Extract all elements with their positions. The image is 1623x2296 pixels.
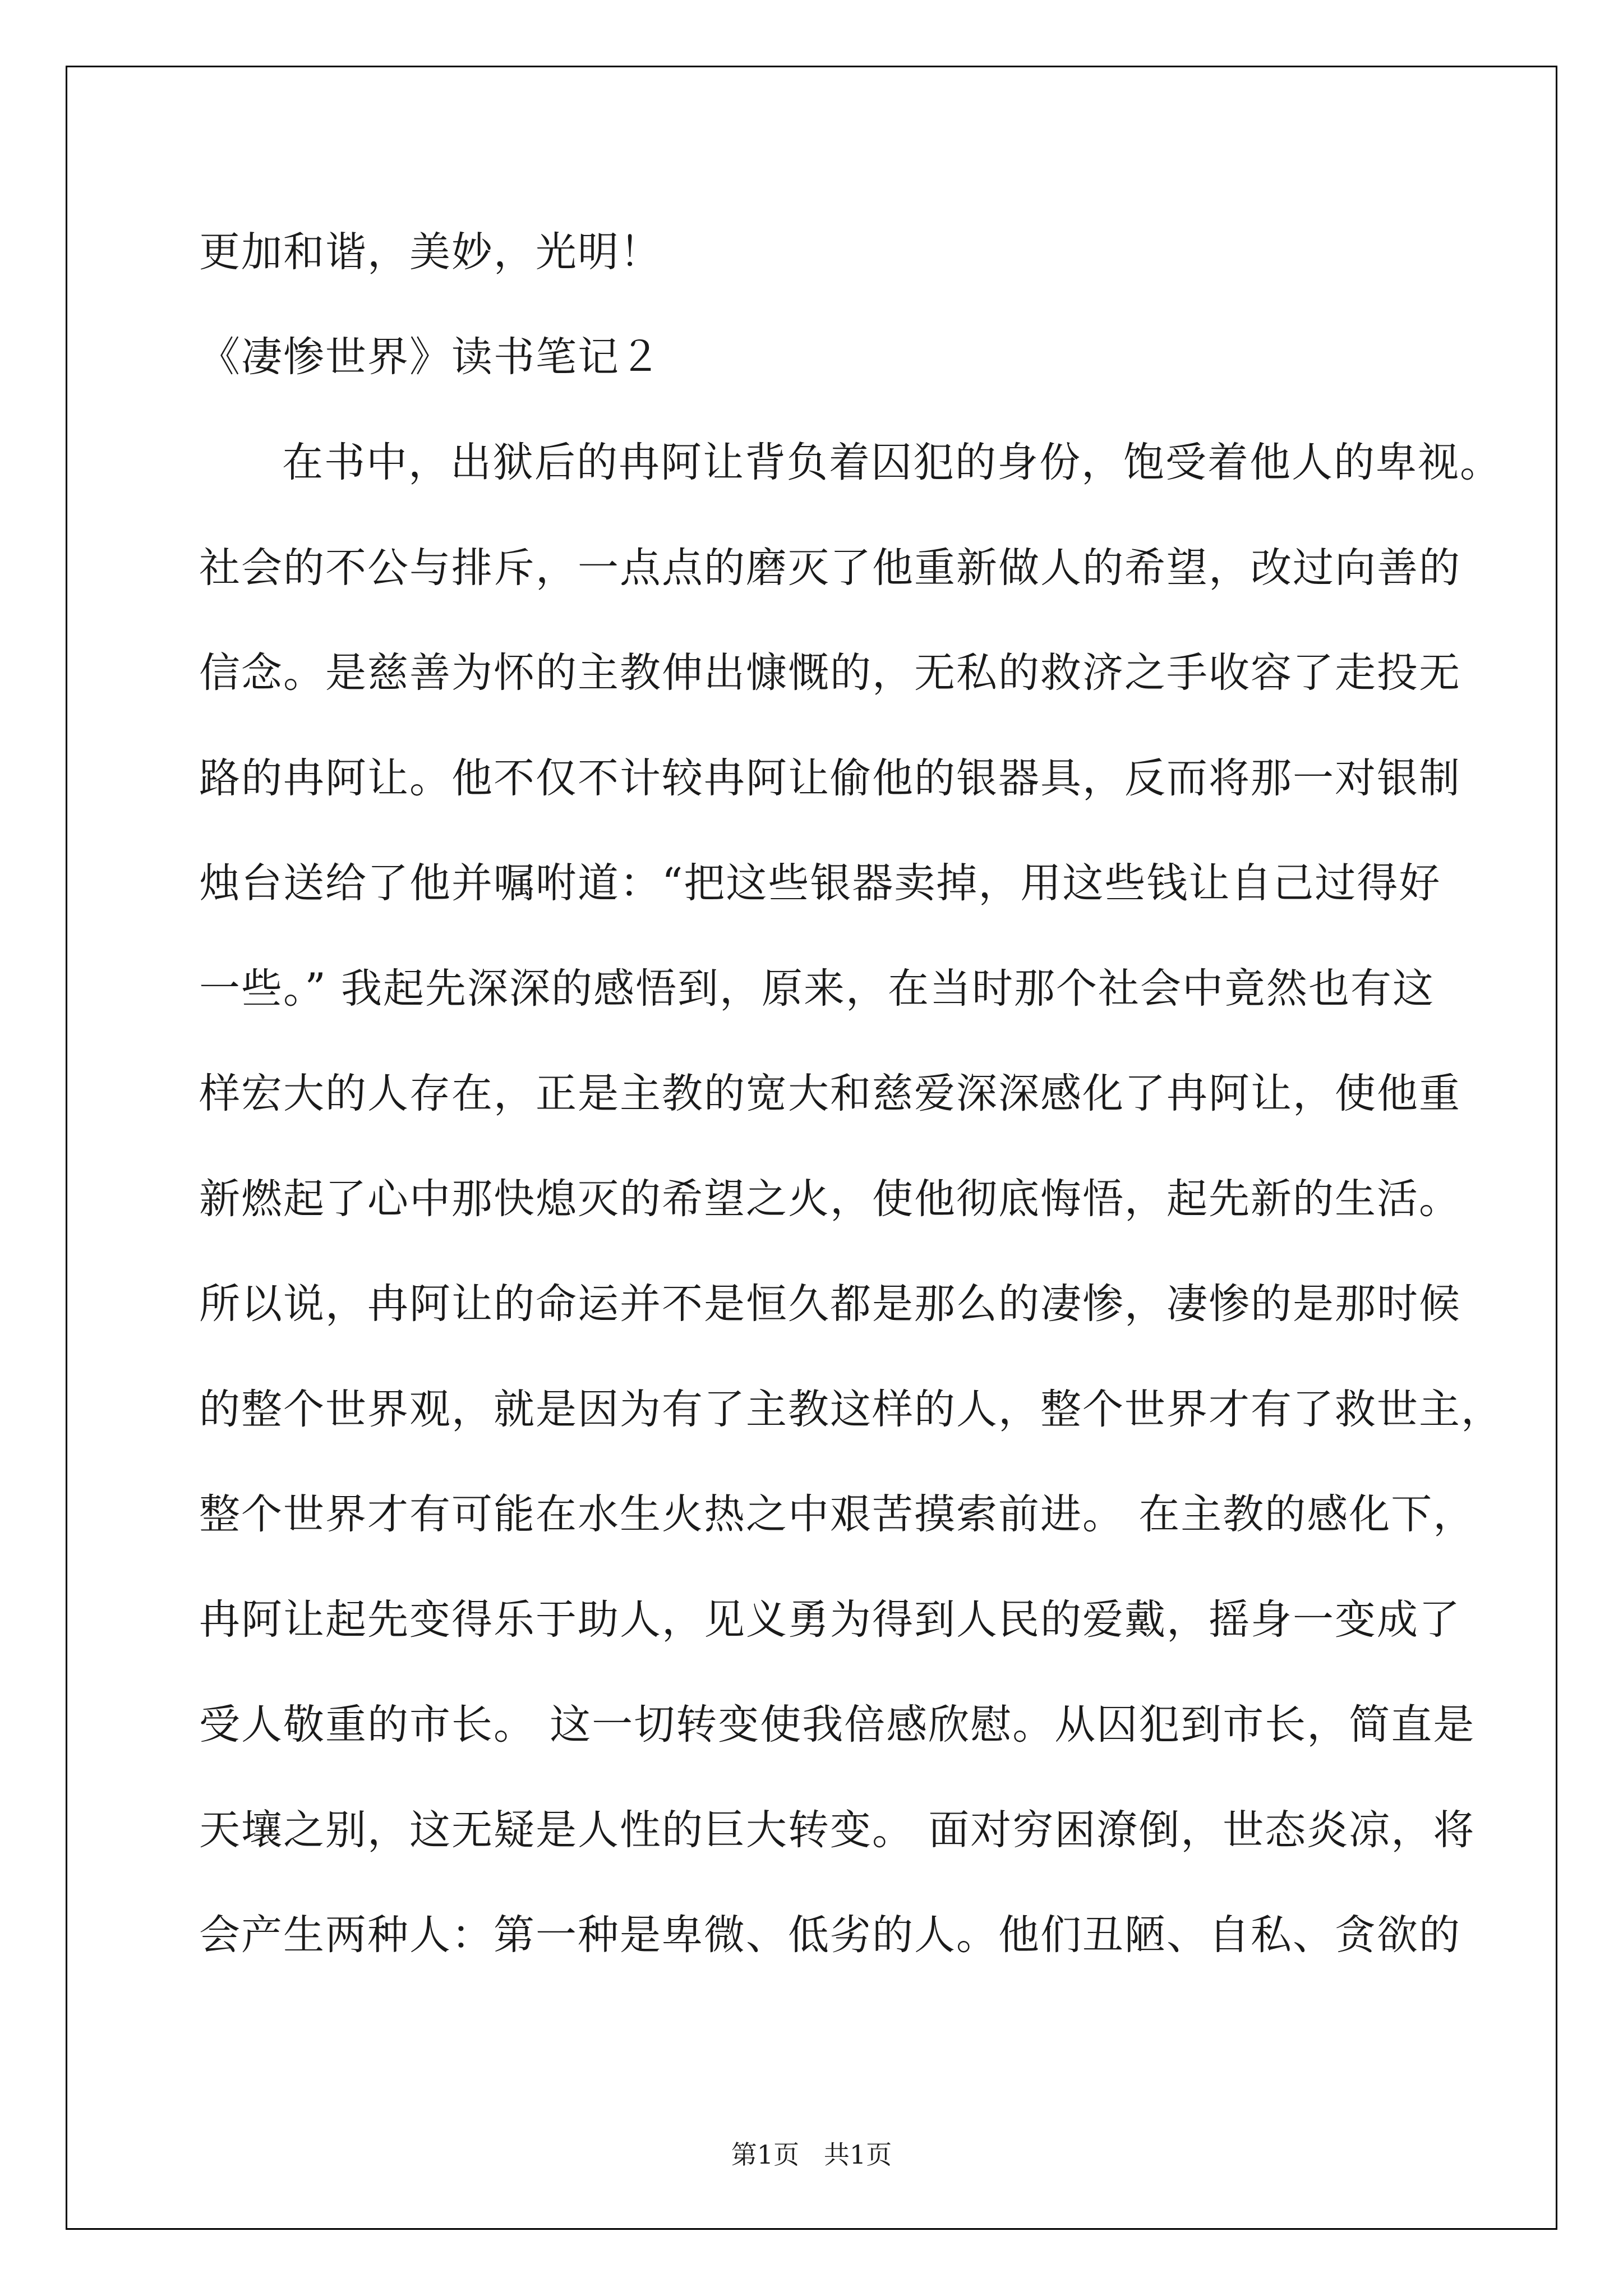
body-line: 冉阿让起先变得乐于助人，见义勇为得到人民的爱戴，摇身一变成了 bbox=[199, 1596, 1461, 1644]
page-number-footer: 第1页 共1页 bbox=[731, 2139, 892, 2170]
body-line: 一些。” 我起先深深的感悟到，原来，在当时那个社会中竟然也有这 bbox=[199, 965, 1435, 1013]
body-line: 整个世界才有可能在水生火热之中艰苦摸索前进。 在主教的感化下， bbox=[199, 1490, 1476, 1538]
body-line: 天壤之别，这无疑是人性的巨大转变。 面对穷困潦倒，世态炎凉，将 bbox=[199, 1806, 1476, 1854]
page-border bbox=[66, 66, 1557, 2230]
body-line: 社会的不公与排斥，一点点的磨灭了他重新做人的希望，改过向善的 bbox=[199, 544, 1461, 592]
body-line: 路的冉阿让。他不仅不计较冉阿让偷他的银器具，反而将那一对银制 bbox=[199, 754, 1461, 802]
section-heading: 《凄惨世界》读书笔记２ bbox=[199, 333, 662, 381]
body-line: 信念。是慈善为怀的主教伸出慷慨的，无私的救济之手收容了走投无 bbox=[199, 649, 1461, 697]
body-line: 受人敬重的市长。 这一切转变使我倍感欣慰。从囚犯到市长，简直是 bbox=[199, 1701, 1476, 1749]
body-line: 更加和谐，美妙，光明！ bbox=[199, 228, 662, 276]
body-line: 的整个世界观，就是因为有了主教这样的人，整个世界才有了救世主， bbox=[199, 1386, 1503, 1433]
body-line: 会产生两种人：第一种是卑微、低劣的人。他们丑陋、自私、贪欲的 bbox=[199, 1911, 1461, 1959]
paragraph-first-line: 在书中，出狱后的冉阿让背负着囚犯的身份，饱受着他人的卑视。 bbox=[282, 439, 1502, 486]
body-line: 样宏大的人存在，正是主教的宽大和慈爱深深感化了冉阿让，使他重 bbox=[199, 1070, 1461, 1117]
body-line: 所以说，冉阿让的命运并不是恒久都是那么的凄惨，凄惨的是那时候 bbox=[199, 1280, 1461, 1328]
body-line: 烛台送给了他并嘱咐道：“把这些银器卖掉，用这些钱让自己过得好 bbox=[199, 859, 1441, 907]
body-line: 新燃起了心中那快熄灭的希望之火，使他彻底悔悟，起先新的生活。 bbox=[199, 1175, 1461, 1223]
